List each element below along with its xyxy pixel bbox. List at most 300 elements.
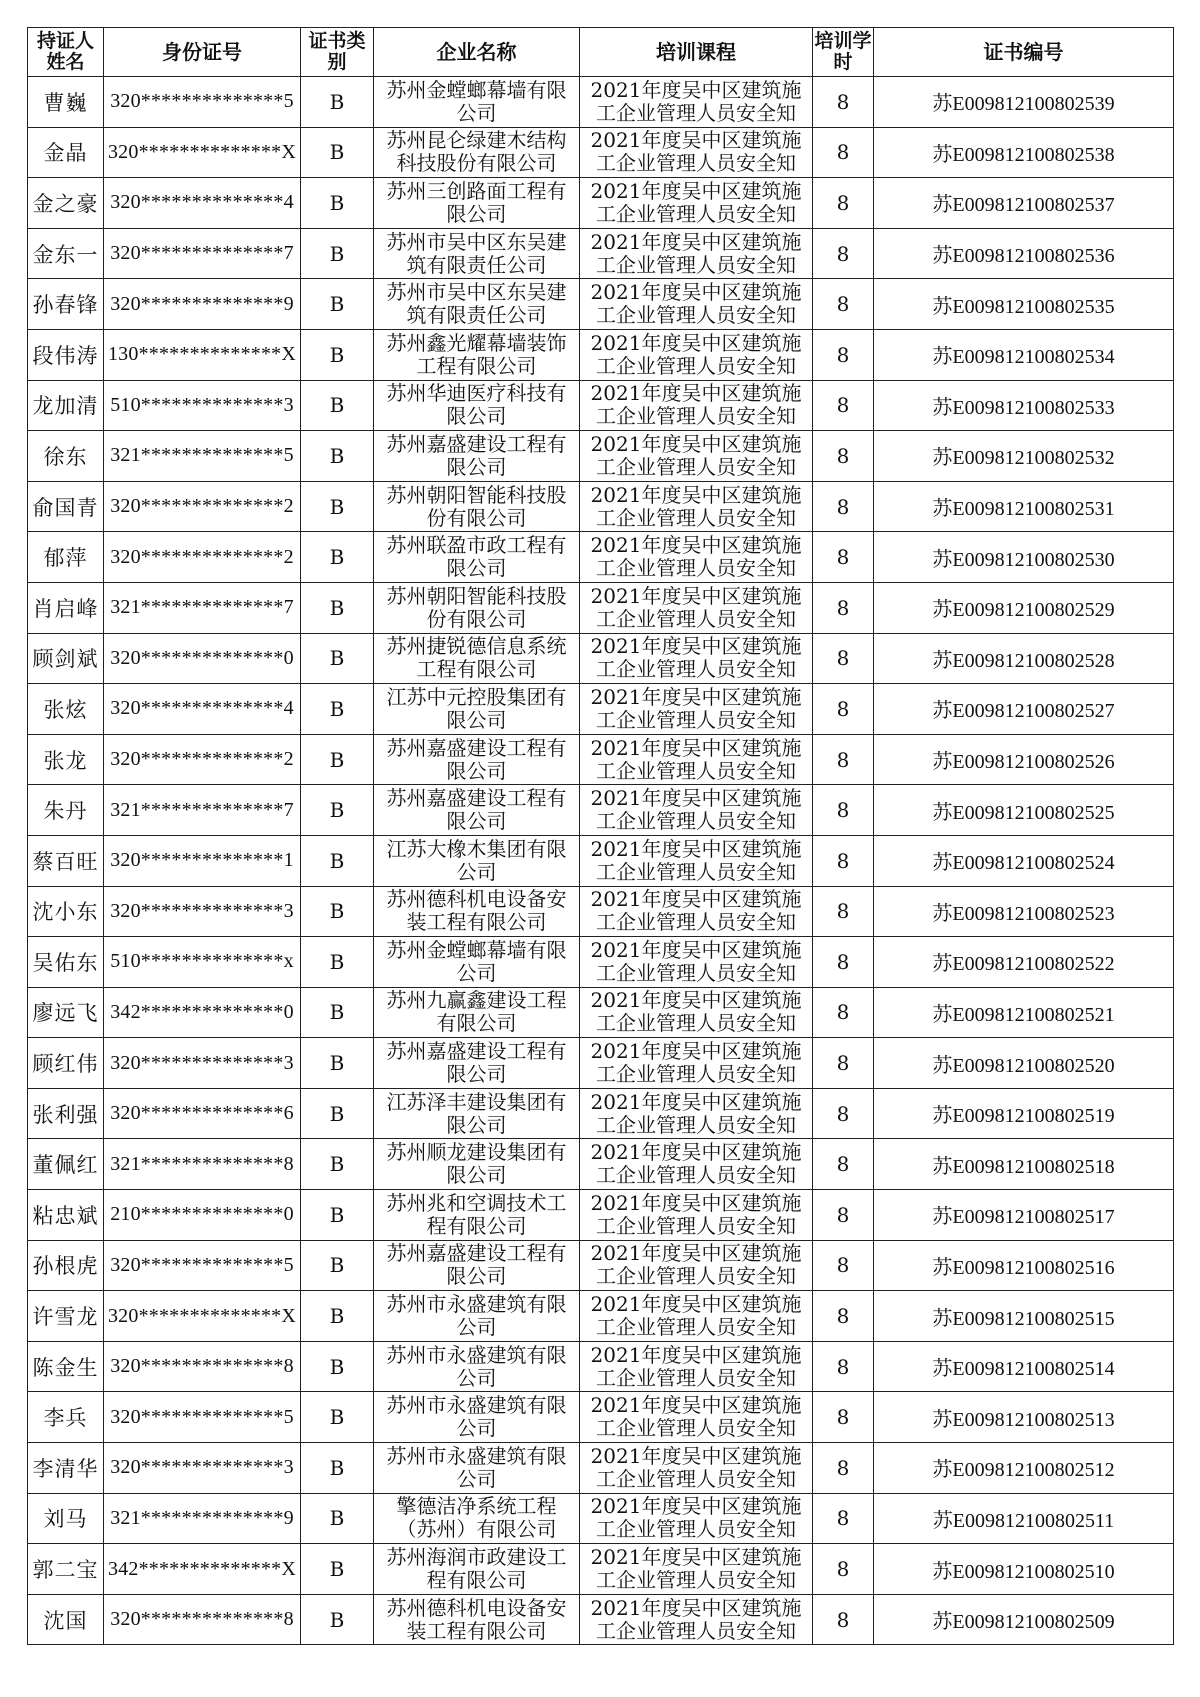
- cert-type-cell: B: [301, 886, 374, 937]
- hours-cell: 8: [813, 582, 874, 633]
- course-cell: [580, 633, 813, 684]
- company-cell: [374, 380, 580, 431]
- course-cell-text: 2021年度吴中区建筑施工企业管理人员安全知: [590, 1242, 802, 1289]
- cert-type-cell: B: [301, 734, 374, 785]
- hours-cell: 8: [813, 228, 874, 279]
- hours-cell: 8: [813, 1139, 874, 1190]
- hours-cell: 8: [813, 178, 874, 229]
- id-number-cell: 320**************4: [104, 684, 301, 735]
- course-cell: [580, 329, 813, 380]
- course-cell-text: 2021年度吴中区建筑施工企业管理人员安全知: [590, 1343, 802, 1390]
- table-row: [28, 431, 1174, 482]
- company-cell: [374, 1392, 580, 1443]
- company-cell-text: 江苏泽丰建设集团有限公司: [386, 1090, 567, 1137]
- id-number-cell: 320**************2: [104, 734, 301, 785]
- certificate-roster-table: [27, 27, 1174, 1645]
- cert-type-cell: B: [301, 532, 374, 583]
- cert-type-cell: B: [301, 684, 374, 735]
- holder-name-cell: 顾红伟: [28, 1038, 104, 1089]
- cert-type-cell: B: [301, 987, 374, 1038]
- company-cell-text: 苏州朝阳智能科技股份有限公司: [386, 483, 567, 530]
- holder-name-cell: 吴佑东: [28, 937, 104, 988]
- course-cell: [580, 1088, 813, 1139]
- table-row: [28, 127, 1174, 178]
- cert-number-cell: 苏E009812100802509: [874, 1594, 1174, 1645]
- header-id-number: 身份证号: [104, 28, 301, 77]
- course-cell: [580, 481, 813, 532]
- table-row: [28, 1038, 1174, 1089]
- table-row: [28, 1594, 1174, 1645]
- company-cell: [374, 582, 580, 633]
- holder-name-cell: 张龙: [28, 734, 104, 785]
- id-number-cell: 320**************8: [104, 1594, 301, 1645]
- id-number-cell: 321**************7: [104, 582, 301, 633]
- holder-name-cell: 沈国: [28, 1594, 104, 1645]
- hours-cell: 8: [813, 77, 874, 128]
- hours-cell: 8: [813, 1443, 874, 1494]
- table-header: [28, 28, 1174, 77]
- id-number-cell: 342**************X: [104, 1544, 301, 1595]
- course-cell-text: 2021年度吴中区建筑施工企业管理人员安全知: [590, 635, 802, 682]
- id-number-cell: 510**************3: [104, 380, 301, 431]
- table-row: [28, 633, 1174, 684]
- company-cell: [374, 1341, 580, 1392]
- cert-number-cell: 苏E009812100802513: [874, 1392, 1174, 1443]
- company-cell: [374, 1038, 580, 1089]
- hours-cell: 8: [813, 1594, 874, 1645]
- hours-cell: 8: [813, 329, 874, 380]
- company-cell-text: 苏州金螳螂幕墙有限公司: [386, 938, 567, 985]
- hours-cell: 8: [813, 886, 874, 937]
- table-row: [28, 1392, 1174, 1443]
- course-cell: [580, 380, 813, 431]
- holder-name-cell: 肖启峰: [28, 582, 104, 633]
- course-cell-text: 2021年度吴中区建筑施工企业管理人员安全知: [590, 989, 802, 1036]
- company-cell: [374, 279, 580, 330]
- course-cell: [580, 1038, 813, 1089]
- table-row: [28, 1240, 1174, 1291]
- company-cell: [374, 1139, 580, 1190]
- cert-number-cell: 苏E009812100802529: [874, 582, 1174, 633]
- cert-type-cell: B: [301, 380, 374, 431]
- cert-number-cell: 苏E009812100802521: [874, 987, 1174, 1038]
- table-row: [28, 835, 1174, 886]
- company-cell-text: 苏州鑫光耀幕墙装饰工程有限公司: [386, 331, 567, 378]
- cert-number-cell: 苏E009812100802526: [874, 734, 1174, 785]
- cert-type-cell: B: [301, 1240, 374, 1291]
- company-cell: [374, 785, 580, 836]
- hours-cell: 8: [813, 1088, 874, 1139]
- cert-number-cell: 苏E009812100802539: [874, 77, 1174, 128]
- course-cell: [580, 1291, 813, 1342]
- company-cell: [374, 633, 580, 684]
- id-number-cell: 321**************9: [104, 1493, 301, 1544]
- cert-number-cell: 苏E009812100802524: [874, 835, 1174, 886]
- company-cell-text: 苏州嘉盛建设工程有限公司: [386, 432, 567, 479]
- course-cell-text: 2021年度吴中区建筑施工企业管理人员安全知: [590, 736, 802, 783]
- cert-type-cell: B: [301, 582, 374, 633]
- company-cell-text: 苏州市吴中区东吴建筑有限责任公司: [386, 230, 567, 277]
- table-row: [28, 329, 1174, 380]
- company-cell: [374, 178, 580, 229]
- course-cell: [580, 1443, 813, 1494]
- course-cell: [580, 1341, 813, 1392]
- table-row: [28, 684, 1174, 735]
- holder-name-cell: 郁萍: [28, 532, 104, 583]
- id-number-cell: 320**************1: [104, 835, 301, 886]
- course-cell-text: 2021年度吴中区建筑施工企业管理人员安全知: [590, 483, 802, 530]
- company-cell-text: 苏州昆仑绿建木结构科技股份有限公司: [386, 129, 567, 176]
- holder-name-cell: 沈小东: [28, 886, 104, 937]
- holder-name-cell: 张利强: [28, 1088, 104, 1139]
- hours-cell: 8: [813, 1341, 874, 1392]
- course-cell: [580, 886, 813, 937]
- id-number-cell: 320**************4: [104, 178, 301, 229]
- cert-type-cell: B: [301, 785, 374, 836]
- cert-number-cell: 苏E009812100802520: [874, 1038, 1174, 1089]
- table-row: [28, 1139, 1174, 1190]
- course-cell-text: 2021年度吴中区建筑施工企业管理人员安全知: [590, 1596, 802, 1643]
- id-number-cell: 342**************0: [104, 987, 301, 1038]
- cert-type-cell: B: [301, 835, 374, 886]
- table-row: [28, 937, 1174, 988]
- hours-cell: 8: [813, 987, 874, 1038]
- cert-type-cell: B: [301, 633, 374, 684]
- course-cell-text: 2021年度吴中区建筑施工企业管理人员安全知: [590, 685, 802, 732]
- id-number-cell: 320**************6: [104, 1088, 301, 1139]
- id-number-cell: 320**************X: [104, 1291, 301, 1342]
- course-cell-text: 2021年度吴中区建筑施工企业管理人员安全知: [590, 1495, 802, 1542]
- cert-type-cell: B: [301, 1443, 374, 1494]
- course-cell: [580, 684, 813, 735]
- table-row: [28, 178, 1174, 229]
- company-cell-text: 苏州嘉盛建设工程有限公司: [386, 1040, 567, 1087]
- id-number-cell: 210**************0: [104, 1190, 301, 1241]
- company-cell: [374, 127, 580, 178]
- holder-name-cell: 金之豪: [28, 178, 104, 229]
- id-number-cell: 320**************5: [104, 1240, 301, 1291]
- header-cert-type-label: 证书类别: [308, 30, 366, 73]
- holder-name-cell: 廖远飞: [28, 987, 104, 1038]
- id-number-cell: 320**************2: [104, 532, 301, 583]
- course-cell: [580, 228, 813, 279]
- holder-name-cell: 郭二宝: [28, 1544, 104, 1595]
- cert-type-cell: B: [301, 228, 374, 279]
- course-cell: [580, 178, 813, 229]
- id-number-cell: 510**************x: [104, 937, 301, 988]
- cert-number-cell: 苏E009812100802512: [874, 1443, 1174, 1494]
- cert-number-cell: 苏E009812100802531: [874, 481, 1174, 532]
- id-number-cell: 320**************X: [104, 127, 301, 178]
- holder-name-cell: 张炫: [28, 684, 104, 735]
- company-cell: [374, 835, 580, 886]
- course-cell-text: 2021年度吴中区建筑施工企业管理人员安全知: [590, 1394, 802, 1441]
- table-row: [28, 1493, 1174, 1544]
- course-cell-text: 2021年度吴中区建筑施工企业管理人员安全知: [590, 331, 802, 378]
- header-course: 培训课程: [580, 28, 813, 77]
- hours-cell: 8: [813, 127, 874, 178]
- course-cell-text: 2021年度吴中区建筑施工企业管理人员安全知: [590, 1546, 802, 1593]
- cert-number-cell: 苏E009812100802535: [874, 279, 1174, 330]
- holder-name-cell: 金东一: [28, 228, 104, 279]
- cert-type-cell: B: [301, 1493, 374, 1544]
- holder-name-cell: 李清华: [28, 1443, 104, 1494]
- table-row: [28, 77, 1174, 128]
- cert-type-cell: B: [301, 1088, 374, 1139]
- company-cell: [374, 1443, 580, 1494]
- holder-name-cell: 粘忠斌: [28, 1190, 104, 1241]
- hours-cell: 8: [813, 380, 874, 431]
- holder-name-cell: 刘马: [28, 1493, 104, 1544]
- header-company: 企业名称: [374, 28, 580, 77]
- holder-name-cell: 龙加清: [28, 380, 104, 431]
- course-cell: [580, 532, 813, 583]
- course-cell: [580, 734, 813, 785]
- company-cell-text: 苏州华迪医疗科技有限公司: [386, 382, 567, 429]
- cert-number-cell: 苏E009812100802518: [874, 1139, 1174, 1190]
- hours-cell: 8: [813, 1392, 874, 1443]
- company-cell-text: 苏州海润市政建设工程有限公司: [386, 1546, 567, 1593]
- company-cell: [374, 937, 580, 988]
- cert-type-cell: B: [301, 937, 374, 988]
- table-row: [28, 1341, 1174, 1392]
- company-cell: [374, 1240, 580, 1291]
- company-cell-text: 苏州嘉盛建设工程有限公司: [386, 736, 567, 783]
- id-number-cell: 320**************3: [104, 1443, 301, 1494]
- cert-number-cell: 苏E009812100802538: [874, 127, 1174, 178]
- table-row: [28, 279, 1174, 330]
- cert-number-cell: 苏E009812100802537: [874, 178, 1174, 229]
- cert-number-cell: 苏E009812100802525: [874, 785, 1174, 836]
- id-number-cell: 320**************5: [104, 1392, 301, 1443]
- course-cell: [580, 1544, 813, 1595]
- holder-name-cell: 蔡百旺: [28, 835, 104, 886]
- hours-cell: 8: [813, 835, 874, 886]
- course-cell-text: 2021年度吴中区建筑施工企业管理人员安全知: [590, 938, 802, 985]
- id-number-cell: 320**************3: [104, 1038, 301, 1089]
- table-row: [28, 380, 1174, 431]
- holder-name-cell: 朱丹: [28, 785, 104, 836]
- course-cell: [580, 77, 813, 128]
- course-cell-text: 2021年度吴中区建筑施工企业管理人员安全知: [590, 1090, 802, 1137]
- company-cell-text: 苏州顺龙建设集团有限公司: [386, 1141, 567, 1188]
- course-cell-text: 2021年度吴中区建筑施工企业管理人员安全知: [590, 1191, 802, 1238]
- hours-cell: 8: [813, 1038, 874, 1089]
- course-cell-text: 2021年度吴中区建筑施工企业管理人员安全知: [590, 432, 802, 479]
- company-cell-text: 苏州三创路面工程有限公司: [386, 179, 567, 226]
- cert-number-cell: 苏E009812100802536: [874, 228, 1174, 279]
- company-cell: [374, 1190, 580, 1241]
- course-cell: [580, 582, 813, 633]
- company-cell-text: 苏州德科机电设备安装工程有限公司: [386, 1596, 567, 1643]
- course-cell-text: 2021年度吴中区建筑施工企业管理人员安全知: [590, 382, 802, 429]
- company-cell-text: 苏州嘉盛建设工程有限公司: [386, 1242, 567, 1289]
- company-cell: [374, 886, 580, 937]
- table-row: [28, 785, 1174, 836]
- header-hours-label: 培训学时: [814, 30, 872, 73]
- company-cell: [374, 1088, 580, 1139]
- company-cell-text: 苏州市吴中区东吴建筑有限责任公司: [386, 281, 567, 328]
- company-cell: [374, 481, 580, 532]
- company-cell-text: 苏州市永盛建筑有限公司: [386, 1394, 567, 1441]
- cert-type-cell: B: [301, 1341, 374, 1392]
- company-cell-text: 江苏大橡木集团有限公司: [386, 837, 567, 884]
- cert-type-cell: B: [301, 1544, 374, 1595]
- cert-number-cell: 苏E009812100802522: [874, 937, 1174, 988]
- hours-cell: 8: [813, 532, 874, 583]
- company-cell: [374, 431, 580, 482]
- id-number-cell: 130**************X: [104, 329, 301, 380]
- cert-type-cell: B: [301, 1190, 374, 1241]
- cert-type-cell: B: [301, 1291, 374, 1342]
- company-cell: [374, 329, 580, 380]
- cert-number-cell: 苏E009812100802534: [874, 329, 1174, 380]
- id-number-cell: 320**************5: [104, 77, 301, 128]
- cert-number-cell: 苏E009812100802527: [874, 684, 1174, 735]
- cert-type-cell: B: [301, 178, 374, 229]
- cert-number-cell: 苏E009812100802510: [874, 1544, 1174, 1595]
- cert-number-cell: 苏E009812100802533: [874, 380, 1174, 431]
- hours-cell: 8: [813, 1291, 874, 1342]
- cert-type-cell: B: [301, 279, 374, 330]
- course-cell-text: 2021年度吴中区建筑施工企业管理人员安全知: [590, 787, 802, 834]
- holder-name-cell: 孙春锋: [28, 279, 104, 330]
- id-number-cell: 320**************2: [104, 481, 301, 532]
- course-cell: [580, 1392, 813, 1443]
- company-cell: [374, 1493, 580, 1544]
- course-cell: [580, 937, 813, 988]
- company-cell: [374, 1594, 580, 1645]
- course-cell-text: 2021年度吴中区建筑施工企业管理人员安全知: [590, 1293, 802, 1340]
- company-cell-text: 苏州市永盛建筑有限公司: [386, 1343, 567, 1390]
- company-cell-text: 苏州金螳螂幕墙有限公司: [386, 78, 567, 125]
- holder-name-cell: 许雪龙: [28, 1291, 104, 1342]
- course-cell: [580, 431, 813, 482]
- header-row: [28, 28, 1174, 77]
- table-row: [28, 734, 1174, 785]
- header-cert-type: [301, 28, 374, 77]
- cert-number-cell: 苏E009812100802514: [874, 1341, 1174, 1392]
- company-cell-text: 苏州德科机电设备安装工程有限公司: [386, 888, 567, 935]
- id-number-cell: 321**************8: [104, 1139, 301, 1190]
- course-cell-text: 2021年度吴中区建筑施工企业管理人员安全知: [590, 78, 802, 125]
- cert-type-cell: B: [301, 127, 374, 178]
- table-row: [28, 1190, 1174, 1241]
- course-cell: [580, 279, 813, 330]
- company-cell-text: 擎德洁净系统工程（苏州）有限公司: [396, 1495, 557, 1542]
- cert-type-cell: B: [301, 1038, 374, 1089]
- table-body: [28, 77, 1174, 1645]
- holder-name-cell: 顾剑斌: [28, 633, 104, 684]
- cert-type-cell: B: [301, 1594, 374, 1645]
- cert-type-cell: B: [301, 329, 374, 380]
- header-holder-name-label: 持证人姓名: [36, 30, 94, 73]
- header-holder-name: [28, 28, 104, 77]
- cert-type-cell: B: [301, 77, 374, 128]
- hours-cell: 8: [813, 1240, 874, 1291]
- cert-number-cell: 苏E009812100802530: [874, 532, 1174, 583]
- course-cell-text: 2021年度吴中区建筑施工企业管理人员安全知: [590, 1444, 802, 1491]
- course-cell-text: 2021年度吴中区建筑施工企业管理人员安全知: [590, 837, 802, 884]
- cert-number-cell: 苏E009812100802519: [874, 1088, 1174, 1139]
- company-cell: [374, 228, 580, 279]
- hours-cell: 8: [813, 1190, 874, 1241]
- company-cell-text: 江苏中元控股集团有限公司: [386, 685, 567, 732]
- hours-cell: 8: [813, 633, 874, 684]
- table-row: [28, 1088, 1174, 1139]
- table-row: [28, 532, 1174, 583]
- course-cell-text: 2021年度吴中区建筑施工企业管理人员安全知: [590, 1141, 802, 1188]
- course-cell-text: 2021年度吴中区建筑施工企业管理人员安全知: [590, 1040, 802, 1087]
- company-cell-text: 苏州联盈市政工程有限公司: [386, 534, 567, 581]
- hours-cell: 8: [813, 937, 874, 988]
- course-cell-text: 2021年度吴中区建筑施工企业管理人员安全知: [590, 534, 802, 581]
- hours-cell: 8: [813, 734, 874, 785]
- table-row: [28, 1291, 1174, 1342]
- holder-name-cell: 俞国青: [28, 481, 104, 532]
- table-row: [28, 228, 1174, 279]
- course-cell-text: 2021年度吴中区建筑施工企业管理人员安全知: [590, 129, 802, 176]
- course-cell: [580, 1190, 813, 1241]
- company-cell: [374, 684, 580, 735]
- hours-cell: 8: [813, 1493, 874, 1544]
- cert-type-cell: B: [301, 481, 374, 532]
- holder-name-cell: 金晶: [28, 127, 104, 178]
- table-row: [28, 987, 1174, 1038]
- hours-cell: 8: [813, 279, 874, 330]
- hours-cell: 8: [813, 431, 874, 482]
- company-cell: [374, 987, 580, 1038]
- course-cell: [580, 1139, 813, 1190]
- course-cell: [580, 127, 813, 178]
- course-cell: [580, 1240, 813, 1291]
- course-cell: [580, 835, 813, 886]
- holder-name-cell: 徐东: [28, 431, 104, 482]
- hours-cell: 8: [813, 785, 874, 836]
- cert-type-cell: B: [301, 1392, 374, 1443]
- id-number-cell: 320**************9: [104, 279, 301, 330]
- company-cell: [374, 1544, 580, 1595]
- cert-type-cell: B: [301, 1139, 374, 1190]
- course-cell: [580, 1594, 813, 1645]
- company-cell: [374, 77, 580, 128]
- company-cell: [374, 532, 580, 583]
- hours-cell: 8: [813, 481, 874, 532]
- course-cell-text: 2021年度吴中区建筑施工企业管理人员安全知: [590, 888, 802, 935]
- id-number-cell: 320**************8: [104, 1341, 301, 1392]
- company-cell: [374, 1291, 580, 1342]
- cert-number-cell: 苏E009812100802516: [874, 1240, 1174, 1291]
- hours-cell: 8: [813, 684, 874, 735]
- header-cert-number: 证书编号: [874, 28, 1174, 77]
- table-row: [28, 582, 1174, 633]
- id-number-cell: 320**************0: [104, 633, 301, 684]
- cert-type-cell: B: [301, 431, 374, 482]
- course-cell: [580, 987, 813, 1038]
- holder-name-cell: 段伟涛: [28, 329, 104, 380]
- company-cell: [374, 734, 580, 785]
- table-row: [28, 1443, 1174, 1494]
- holder-name-cell: 陈金生: [28, 1341, 104, 1392]
- table-row: [28, 886, 1174, 937]
- course-cell-text: 2021年度吴中区建筑施工企业管理人员安全知: [590, 281, 802, 328]
- id-number-cell: 320**************7: [104, 228, 301, 279]
- cert-number-cell: 苏E009812100802528: [874, 633, 1174, 684]
- holder-name-cell: 孙根虎: [28, 1240, 104, 1291]
- holder-name-cell: 曹巍: [28, 77, 104, 128]
- table-row: [28, 481, 1174, 532]
- id-number-cell: 321**************5: [104, 431, 301, 482]
